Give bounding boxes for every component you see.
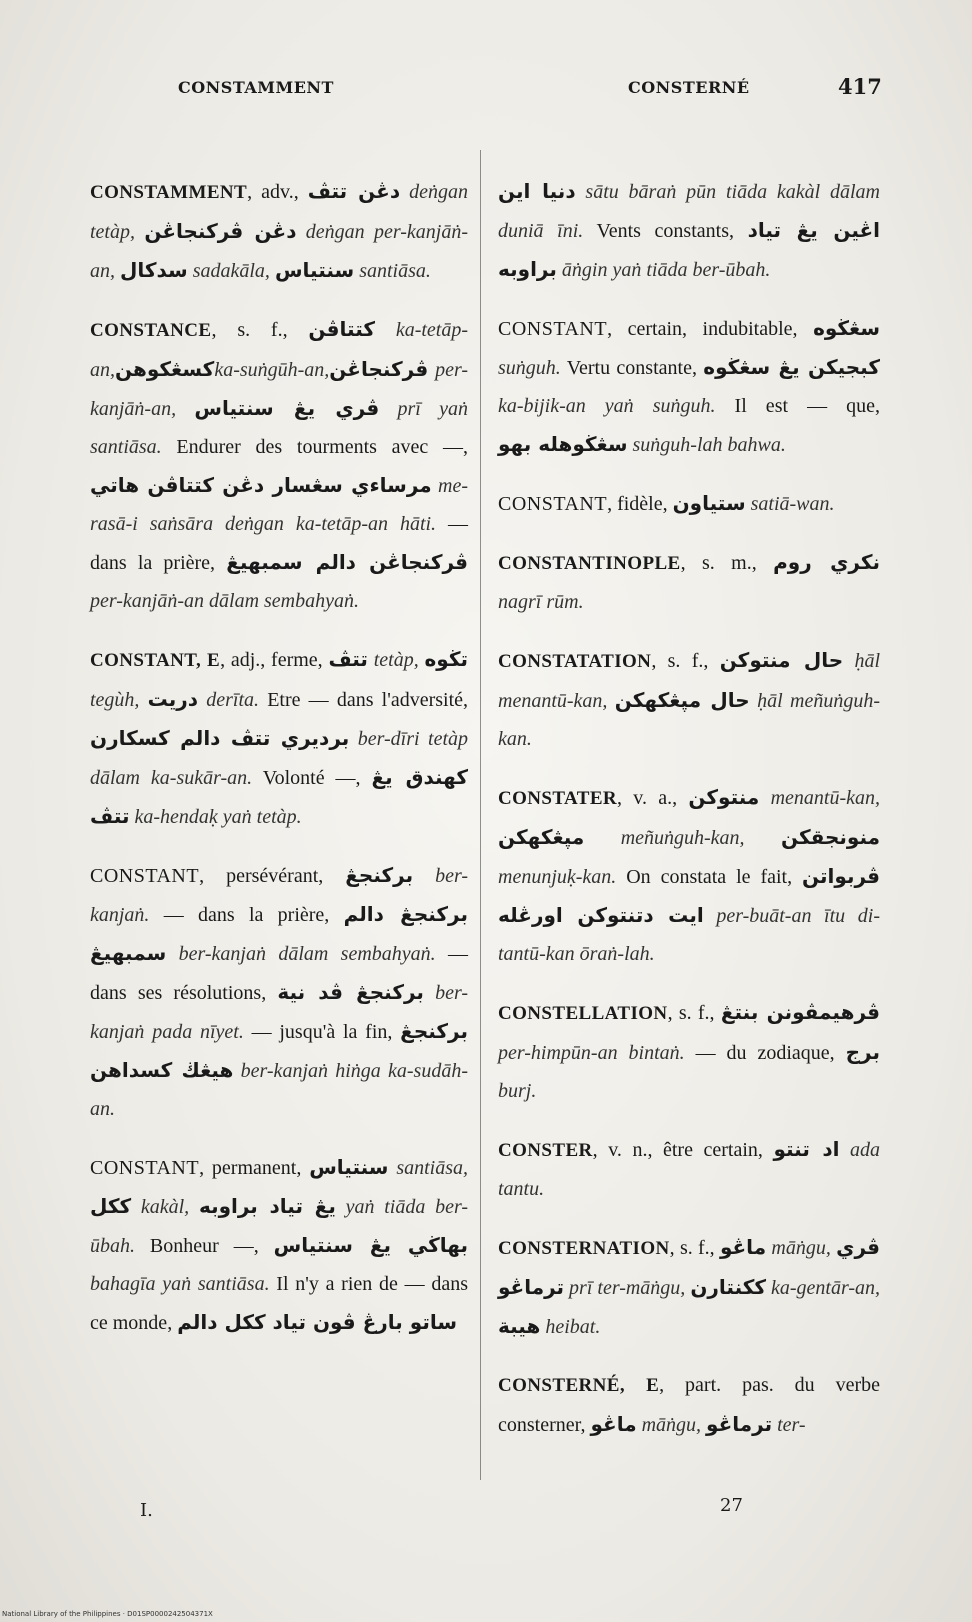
- headword: CONSTERNATION: [498, 1238, 670, 1259]
- definition-text: , adj., ferme,: [220, 649, 329, 671]
- dictionary-entry: [498, 993, 880, 1110]
- definition-text: Bonheur —,: [135, 1235, 274, 1257]
- transliteration: burj.: [498, 1080, 537, 1102]
- jawi-text: دڠن ڤرکنجاڠن: [144, 219, 297, 243]
- transliteration: yaṅ tiāda ber-ūbah.: [90, 1196, 469, 1257]
- dictionary-entry: [90, 640, 468, 836]
- definition-text: [839, 1139, 850, 1161]
- dictionary-entry: [498, 543, 880, 621]
- jawi-text: ڤري يڠ سنتياس: [194, 396, 380, 420]
- headword: CONSTANT, E: [90, 650, 221, 671]
- definition-text: Vents constants,: [583, 220, 748, 242]
- jawi-text: اڠين يڠ تياد براوبه: [498, 218, 881, 281]
- definition-text: , fidèle,: [607, 493, 673, 515]
- transliteration: ḥāl meñuṅguh-kan.: [498, 690, 881, 750]
- sense-label: CONSTANT: [90, 865, 200, 887]
- definition-text: [607, 690, 614, 712]
- headword: CONSTER: [498, 1140, 593, 1161]
- jawi-text: ککنتارن: [690, 1275, 766, 1299]
- definition-text: , permanent,: [199, 1157, 310, 1179]
- definition-text: — dans la prière,: [149, 904, 344, 926]
- definition-text: [189, 1196, 199, 1218]
- headword: CONSTATATION: [498, 651, 652, 672]
- transliteration: suṅguh-lah bahwa.: [632, 434, 786, 456]
- transliteration: suṅguh.: [498, 357, 561, 379]
- transliteration: derīta.: [206, 689, 260, 711]
- definition-text: Il est — que,: [715, 395, 880, 417]
- jawi-text: کسڠکوهن: [115, 357, 215, 381]
- jawi-text: ترماڠو: [706, 1412, 773, 1436]
- jawi-text: برکنجڠ: [345, 863, 414, 887]
- jawi-text: حال منتوکن: [719, 648, 844, 672]
- transliteration: ber-kanjaṅ pada nīyet.: [90, 982, 468, 1043]
- jawi-text: ماڠو: [719, 1235, 767, 1259]
- transliteration: bahagīa yaṅ santiāsa.: [90, 1273, 270, 1295]
- jawi-text: کتتاڤن: [308, 317, 375, 341]
- transliteration: per-kanjāṅ-an dālam sembahyaṅ.: [90, 590, 359, 612]
- transliteration: deṅgan tetàp,: [90, 181, 468, 243]
- definition-text: [139, 689, 147, 711]
- jawi-text: کهندق يڠ تتڤ: [90, 765, 469, 828]
- definition-text: Etre — dans l'adversité,: [259, 689, 469, 711]
- definition-text: [131, 1196, 141, 1218]
- jawi-text: سنتياس: [274, 258, 355, 282]
- definition-text: [745, 827, 781, 849]
- definition-text: [584, 827, 620, 849]
- headword: CONSTANCE: [90, 320, 212, 341]
- jawi-text: ڤري ترماڠو: [498, 1235, 880, 1299]
- running-head-right: CONSTERNÉ: [628, 78, 750, 97]
- jawi-text: ڤربواتن ايت دتنتوکن اورڠله: [498, 864, 880, 927]
- jawi-text: اد تنتو: [773, 1137, 840, 1161]
- jawi-text: سڠڬوهله بهو: [498, 432, 628, 456]
- definition-text: , s. f.,: [669, 1237, 720, 1259]
- transliteration: menantū-kan,: [770, 787, 881, 809]
- transliteration: ka-gentār-an,: [771, 1277, 881, 1299]
- transliteration: per-himpūn-an bintaṅ.: [498, 1042, 685, 1064]
- headword: CONSTAMMENT: [90, 182, 248, 203]
- definition-text: [400, 181, 409, 203]
- definition-text: [296, 221, 305, 243]
- dictionary-entry: [498, 1130, 880, 1208]
- transliteration: sadakāla,: [192, 260, 270, 282]
- jawi-text: تتڤ: [328, 647, 368, 671]
- definition-text: [576, 181, 586, 203]
- transliteration: menunjuḳ-kan.: [498, 866, 617, 888]
- definition-text: — du zodiaque,: [684, 1042, 846, 1064]
- definition-text: , certain, indubitable,: [607, 318, 814, 340]
- dictionary-entry: [498, 309, 880, 464]
- definition-text: — dans ses résolutions,: [90, 943, 468, 1004]
- definition-text: [135, 221, 144, 243]
- transliteration: māṅgu,: [641, 1414, 702, 1436]
- definition-text: [843, 650, 854, 672]
- jawi-text: دڠن تتڤ: [307, 179, 401, 203]
- definition-text: [233, 1060, 240, 1082]
- transliteration: ber-kanjaṅ.: [90, 865, 468, 926]
- jawi-text: مرساءي سڠسار دڠن کتتاڤن هاتي: [90, 473, 432, 497]
- jawi-text: ڤرهيمڤونن بنتڠ: [720, 1000, 880, 1024]
- right-column: [498, 152, 880, 1456]
- headword: CONSTATER: [498, 788, 618, 809]
- definition-text: [176, 398, 194, 420]
- definition-text: Vertu constante,: [560, 357, 704, 379]
- definition-text: , s. m.,: [680, 552, 774, 574]
- running-head-left: CONSTAMMENT: [178, 78, 334, 97]
- jawi-text: برکنجڠ هيڠڬ کسداهن: [90, 1019, 468, 1082]
- jawi-text: سدکال: [120, 258, 188, 282]
- transliteration: ka-tetāp-an,: [90, 319, 468, 381]
- dictionary-entry: [498, 484, 880, 523]
- dictionary-entry: [498, 1228, 880, 1346]
- jawi-text: ساتو بارڠ ڤون تياد ککل دالم: [177, 1310, 458, 1334]
- dictionary-entry: [90, 172, 468, 290]
- folio-number: 27: [720, 1495, 743, 1516]
- jawi-text: سنتياس: [309, 1155, 389, 1179]
- transliteration: ber-kanjaṅ hiṅga ka-sudāh-an.: [90, 1060, 468, 1120]
- transliteration: ḥāl menantū-kan,: [498, 650, 880, 712]
- jawi-text: سڠڬوه: [813, 316, 880, 340]
- transliteration: meñuṅguh-kan,: [620, 827, 745, 849]
- transliteration: prī yaṅ santiāsa.: [90, 398, 469, 458]
- definition-text: , v. a.,: [617, 787, 689, 809]
- library-stamp: National Library of the Philippines · D01SP0000242504371X: [2, 1610, 213, 1618]
- definition-text: [349, 728, 357, 750]
- definition-text: [424, 982, 435, 1004]
- jawi-text: برکنجڠ ڤد نية: [277, 980, 424, 1004]
- jawi-text: منتوکن: [688, 785, 760, 809]
- transliteration: ber-kanjaṅ dālam sembahyaṅ.: [178, 943, 436, 965]
- transliteration: sātu bāraṅ pūn tiāda kakàl dālam duniā īni.: [498, 181, 881, 242]
- jawi-text: يڠ تياد براوبه: [198, 1194, 336, 1218]
- jawi-text: منونجقکن: [780, 825, 880, 849]
- transliteration: deṅgan per-kanjāṅ-an,: [90, 221, 469, 282]
- transliteration: ber-dīri tetàp dālam ka-sukār-an.: [90, 728, 468, 789]
- definition-text: [166, 943, 178, 965]
- jawi-text: دريت: [147, 687, 199, 711]
- transliteration: nagrī rūm.: [498, 591, 584, 613]
- transliteration: satiā-wan.: [750, 493, 835, 515]
- jawi-text: ککل: [90, 1194, 132, 1218]
- headword: CONSTERNÉ, E: [498, 1375, 660, 1396]
- jawi-text: نکري روم: [773, 550, 880, 574]
- definition-text: Il n'y a rien de — dans ce monde,: [90, 1273, 468, 1334]
- definition-text: On constata le fait,: [616, 866, 803, 888]
- dictionary-entry: [90, 1148, 468, 1342]
- dictionary-entry: [498, 641, 880, 758]
- definition-text: , part. pas. du verbe consterner,: [498, 1374, 880, 1436]
- jawi-text: ماڠو: [590, 1412, 637, 1436]
- definition-text: , v. n., être certain,: [592, 1139, 774, 1161]
- transliteration: tetàp,: [373, 649, 419, 671]
- jawi-text: تڬوه: [424, 647, 468, 671]
- transliteration: ka-hendaḳ yaṅ tetàp.: [134, 806, 302, 828]
- jawi-text: مڽڠکهکن: [498, 825, 585, 849]
- transliteration: santiāsa.: [359, 260, 431, 282]
- transliteration: heibat.: [545, 1316, 601, 1338]
- transliteration: per-buāt-an ītu di-tantū-kan ōraṅ-lah.: [498, 905, 880, 965]
- jawi-text: برديري تتڤ دالم کسکارن: [90, 726, 350, 750]
- definition-text: [704, 905, 717, 927]
- jawi-text: حال مڽڠکهکن: [614, 688, 750, 712]
- column-divider: [480, 150, 481, 1480]
- dictionary-entry: [498, 778, 880, 973]
- jawi-text: برکنجڠ دالم سمبهيڠ: [90, 902, 468, 965]
- transliteration: per-kanjāṅ-an,: [90, 359, 468, 420]
- transliteration: tegùh,: [90, 689, 140, 711]
- transliteration: ter-: [777, 1414, 806, 1436]
- definition-text: [750, 690, 757, 712]
- definition-text: , s. f.,: [211, 319, 309, 341]
- definition-text: , adv.,: [247, 181, 308, 203]
- jawi-text: ستياون: [672, 491, 746, 515]
- page-number: 417: [838, 74, 882, 99]
- transliteration: me-rasā-i saṅsāra deṅgan ka-tetāp-an hāti.: [90, 475, 469, 535]
- signature-mark: I.: [140, 1500, 153, 1521]
- definition-text: , s. f.,: [667, 1002, 721, 1024]
- definition-text: , s. f.,: [651, 650, 720, 672]
- transliteration: kakàl,: [140, 1196, 190, 1218]
- transliteration: āṅgin yaṅ tiāda ber-ūbah.: [561, 259, 771, 281]
- jawi-text: هيبة: [498, 1314, 541, 1338]
- jawi-text: بهاڬي يڠ سنتياس: [273, 1233, 468, 1257]
- dictionary-entry: [498, 1366, 880, 1444]
- transliteration: māṅgu,: [771, 1237, 831, 1259]
- jawi-text: برج: [845, 1040, 880, 1064]
- jawi-text: کبجيکن يڠ سڠڬوه: [703, 355, 880, 379]
- sense-label: CONSTANT: [498, 493, 608, 515]
- transliteration: prī ter-māṅgu,: [569, 1277, 686, 1299]
- definition-text: [379, 398, 397, 420]
- transliteration: ada tantu.: [498, 1139, 881, 1200]
- definition-text: Volonté —,: [252, 767, 372, 789]
- definition-text: [759, 787, 770, 809]
- sense-label: CONSTANT: [90, 1157, 200, 1179]
- definition-text: [375, 319, 396, 341]
- dictionary-entry: [90, 856, 468, 1128]
- jawi-text: ڤرکنجاڠن دالم سمبهيڠ: [226, 550, 468, 574]
- transliteration: ka-suṅgūh-an,: [214, 359, 330, 381]
- sense-label: CONSTANT: [498, 318, 608, 340]
- definition-text: — dans la prière,: [90, 513, 468, 574]
- headword: CONSTELLATION: [498, 1003, 668, 1024]
- definition-text: , persévérant,: [199, 865, 346, 887]
- left-column: [90, 152, 468, 1354]
- transliteration: ka-bijik-an yaṅ suṅguh.: [498, 395, 716, 417]
- dictionary-entry: [90, 310, 468, 620]
- dictionary-entry: [498, 172, 880, 289]
- definition-text: [413, 865, 435, 887]
- headword: CONSTANTINOPLE: [498, 553, 681, 574]
- definition-text: Endurer des tourments avec —,: [161, 436, 468, 458]
- jawi-text: دنيا اين: [498, 179, 576, 203]
- jawi-text: ڤرکنجاڠن: [329, 357, 429, 381]
- definition-text: — jusqu'à la fin,: [243, 1021, 401, 1043]
- transliteration: santiāsa,: [396, 1157, 469, 1179]
- definition-text: [336, 1196, 346, 1218]
